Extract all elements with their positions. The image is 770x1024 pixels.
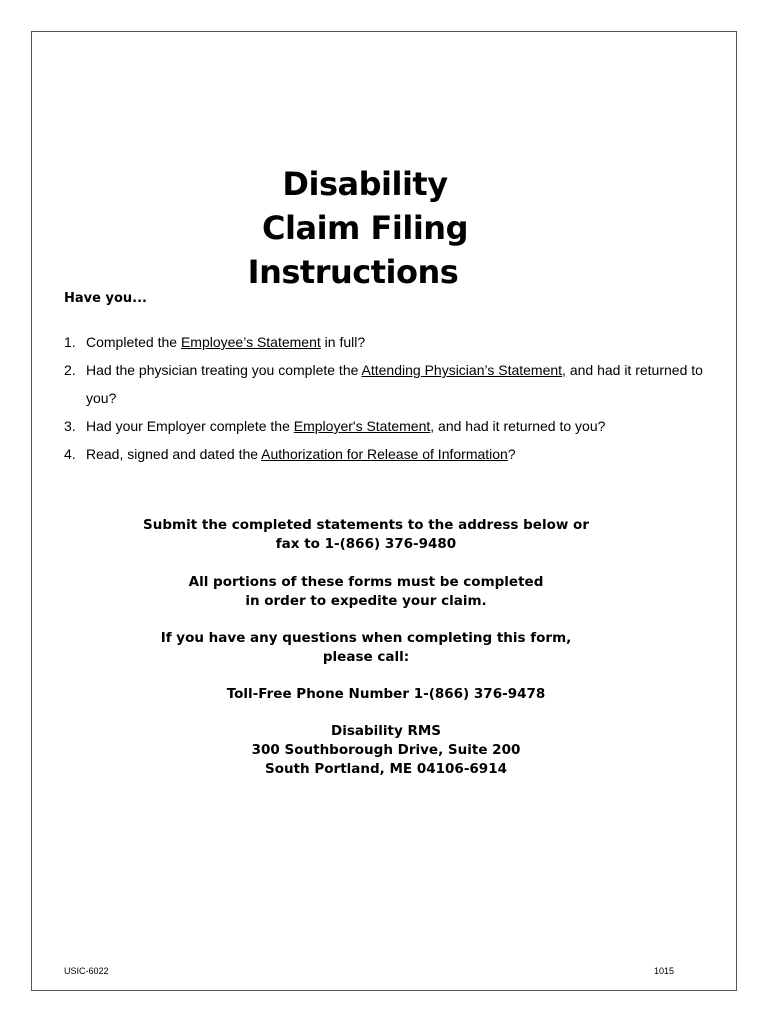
toll-free-number: Toll-Free Phone Number 1-(866) 376-9478 xyxy=(226,686,546,702)
item-text: , and had it returned to you? xyxy=(430,418,606,434)
item-text: Read, signed and dated the xyxy=(86,446,262,462)
attending-physician-statement-link: Attending Physician’s Statement xyxy=(361,362,563,378)
item-text: in full? xyxy=(320,334,366,350)
completion-line-1: All portions of these forms must be completed xyxy=(188,574,544,590)
questions-line-2: please call: xyxy=(322,649,410,665)
address-city: South Portland, ME 04106-6914 xyxy=(265,761,507,777)
checklist xyxy=(64,328,704,468)
title-line-1: Disability xyxy=(282,165,448,203)
item-text: Had the physician treating you complete the xyxy=(86,362,362,378)
item-text: ? xyxy=(507,446,516,462)
completion-line-2: in order to expedite your claim. xyxy=(245,593,487,609)
submit-line-2: fax to 1-(866) 376-9480 xyxy=(275,536,457,552)
questions-line-1: If you have any questions when completing this form, xyxy=(160,630,572,646)
document-title xyxy=(200,162,530,294)
checklist-item xyxy=(64,356,704,412)
title-line-3: Instructions xyxy=(247,253,459,291)
submit-instructions xyxy=(64,516,668,554)
address-street: 300 Southborough Drive, Suite 200 xyxy=(251,742,521,758)
item-number: 4. xyxy=(64,446,76,462)
form-code: USIC-6022 xyxy=(64,966,109,976)
address-name: Disability RMS xyxy=(330,723,442,739)
employer-statement-link: Employer's Statement xyxy=(293,418,431,434)
checklist-item xyxy=(64,412,704,440)
item-text: Had your Employer complete the xyxy=(86,418,294,434)
employee-statement-link: Employee’s Statement xyxy=(180,334,321,350)
checklist-item xyxy=(64,440,704,468)
intro-heading: Have you... xyxy=(64,291,147,306)
item-text: Completed the xyxy=(86,334,181,350)
checklist-item xyxy=(64,328,704,356)
questions-notice xyxy=(64,629,668,667)
item-number: 2. xyxy=(64,362,76,378)
form-revision: 1015 xyxy=(654,966,675,976)
item-number: 1. xyxy=(64,334,76,350)
title-line-2: Claim Filing xyxy=(262,209,468,247)
mailing-address xyxy=(84,722,688,779)
authorization-release-link: Authorization for Release of Information xyxy=(261,446,508,462)
completion-notice xyxy=(64,573,668,611)
item-text: , and had it returned to you? xyxy=(86,362,703,406)
submit-line-1: Submit the completed statements to the address below or xyxy=(143,517,589,533)
item-number: 3. xyxy=(64,418,76,434)
